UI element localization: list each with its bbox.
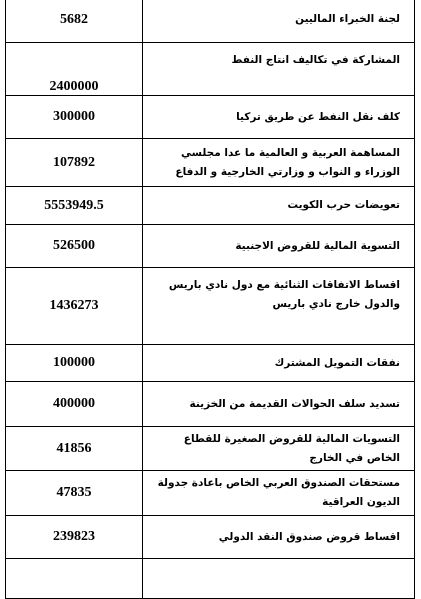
description-cell: اقساط الاتفاقات الثنائية مع دول نادي باريس والدول خارج نادي باريس <box>143 268 415 345</box>
table-row <box>6 0 415 43</box>
amount-cell: 5682 <box>6 0 143 43</box>
amount-cell: 41856 <box>6 427 143 471</box>
description-cell: التسوية المالية للقروض الاجنبية <box>143 225 415 268</box>
table-row <box>6 471 415 516</box>
table-row <box>6 43 415 96</box>
table-row <box>6 268 415 345</box>
description-cell: لجنة الخبراء الماليين <box>143 0 415 43</box>
amount-cell: 526500 <box>6 225 143 268</box>
description-cell: التسويات المالية للقروض الصغيرة للقطاع الخاص في الخارج <box>143 427 415 471</box>
amount-cell: 5553949.5 <box>6 187 143 225</box>
description-cell: المشاركة في تكاليف انتاج النفط <box>143 43 415 96</box>
table-row <box>6 427 415 471</box>
table-row <box>6 225 415 268</box>
description-cell: نفقات التمويل المشترك <box>143 345 415 382</box>
amount-cell: 239823 <box>6 516 143 559</box>
expenses-table <box>5 0 415 599</box>
description-cell: مستحقات الصندوق العربي الخاص باعادة جدولة الديون العراقية <box>143 471 415 516</box>
amount-cell: 300000 <box>6 96 143 139</box>
table-row <box>6 187 415 225</box>
amount-cell: 400000 <box>6 382 143 427</box>
description-cell <box>143 559 415 599</box>
table-row <box>6 559 415 599</box>
description-cell: المساهمة العربية و العالمية ما عدا مجلسي الوزراء و النواب و وزارتي الخارجية و الدفاع <box>143 139 415 187</box>
description-cell: تسديد سلف الحوالات القديمة من الخزينة <box>143 382 415 427</box>
description-cell: اقساط قروض صندوق النقد الدولي <box>143 516 415 559</box>
amount-cell: 100000 <box>6 345 143 382</box>
amount-cell: 2400000 <box>6 43 143 96</box>
amount-cell: 1436273 <box>6 268 143 345</box>
amount-cell: 47835 <box>6 471 143 516</box>
amount-cell <box>6 559 143 599</box>
description-cell: كلف نقل النفط عن طريق تركيا <box>143 96 415 139</box>
table-row <box>6 382 415 427</box>
table-row <box>6 516 415 559</box>
description-cell: تعويضات حرب الكويت <box>143 187 415 225</box>
table-row <box>6 139 415 187</box>
table-row <box>6 345 415 382</box>
amount-cell: 107892 <box>6 139 143 187</box>
table-row <box>6 96 415 139</box>
